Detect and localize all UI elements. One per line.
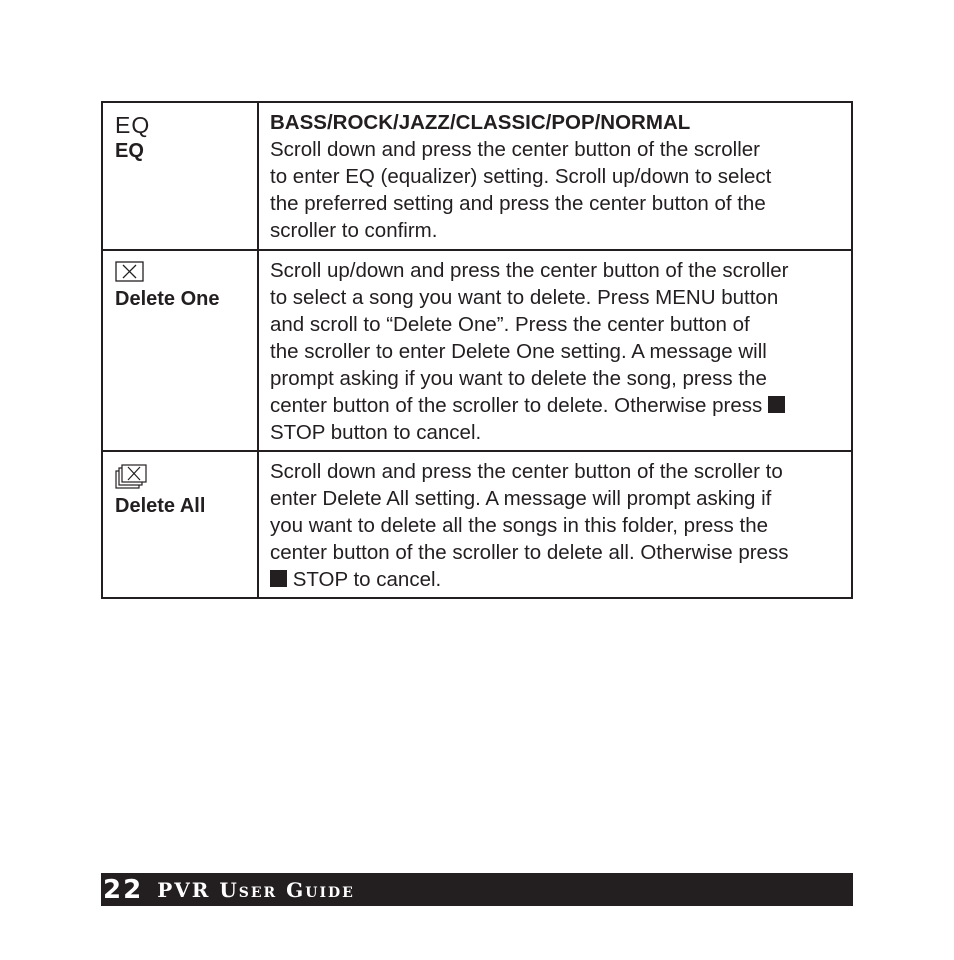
delete-one-line-7: STOP button to cancel. (270, 421, 482, 444)
delete-all-icon (115, 462, 151, 490)
delete-all-description (270, 458, 841, 593)
stop-square-icon (768, 396, 785, 413)
table-row-delete-one (102, 250, 852, 451)
delete-one-description (270, 257, 841, 446)
table-row-delete-all (102, 451, 852, 598)
delete-all-line-1: Scroll down and press the center button of the scroller to (270, 460, 783, 483)
delete-one-line-1: Scroll up/down and press the center button of the scroller (270, 259, 789, 282)
settings-table (101, 101, 853, 599)
delete-one-line-2: to select a song you want to delete. Press MENU button (270, 286, 779, 309)
delete-one-line-4: the scroller to enter Delete One setting. A message will (270, 340, 767, 363)
delete-one-line-3: and scroll to “Delete One”. Press the center button of (270, 313, 750, 336)
eq-text-icon: EQ (115, 112, 151, 138)
delete-one-icon (115, 261, 145, 283)
delete-all-line-4: center button of the scroller to delete all. Otherwise press (270, 541, 789, 564)
eq-description (270, 109, 841, 244)
table-row-eq (102, 102, 852, 250)
delete-one-line-5: prompt asking if you want to delete the song, press the (270, 367, 767, 390)
stop-square-icon (270, 570, 287, 587)
delete-all-description-cell (258, 451, 852, 598)
delete-all-line-5: STOP to cancel. (292, 568, 442, 591)
delete-one-line-6: center button of the scroller to delete. Otherwise press (270, 394, 763, 417)
eq-line-1: Scroll down and press the center button of the scroller (270, 138, 760, 161)
delete-one-description-cell (258, 250, 852, 451)
eq-line-2: to enter EQ (equalizer) setting. Scroll up/down to select (270, 165, 772, 188)
delete-all-line-3: you want to delete all the songs in this folder, press the (270, 514, 768, 537)
delete-all-line-2: enter Delete All setting. A message will prompt asking if (270, 487, 772, 510)
eq-line-4: scroller to confirm. (270, 219, 438, 242)
eq-label-cell (102, 102, 258, 250)
eq-description-cell (258, 102, 852, 250)
delete-one-label: Delete One (115, 288, 220, 310)
delete-one-label-cell (102, 250, 258, 451)
eq-label: EQ (115, 140, 144, 162)
guide-title: PVR User Guide (157, 877, 355, 902)
delete-all-label-cell (102, 451, 258, 598)
eq-line-3: the preferred setting and press the center button of the (270, 192, 766, 215)
delete-all-label: Delete All (115, 495, 206, 517)
page-footer (101, 873, 853, 906)
eq-options-heading: BASS/ROCK/JAZZ/CLASSIC/POP/NORMAL (270, 111, 691, 134)
page-number: 22 (103, 874, 144, 905)
